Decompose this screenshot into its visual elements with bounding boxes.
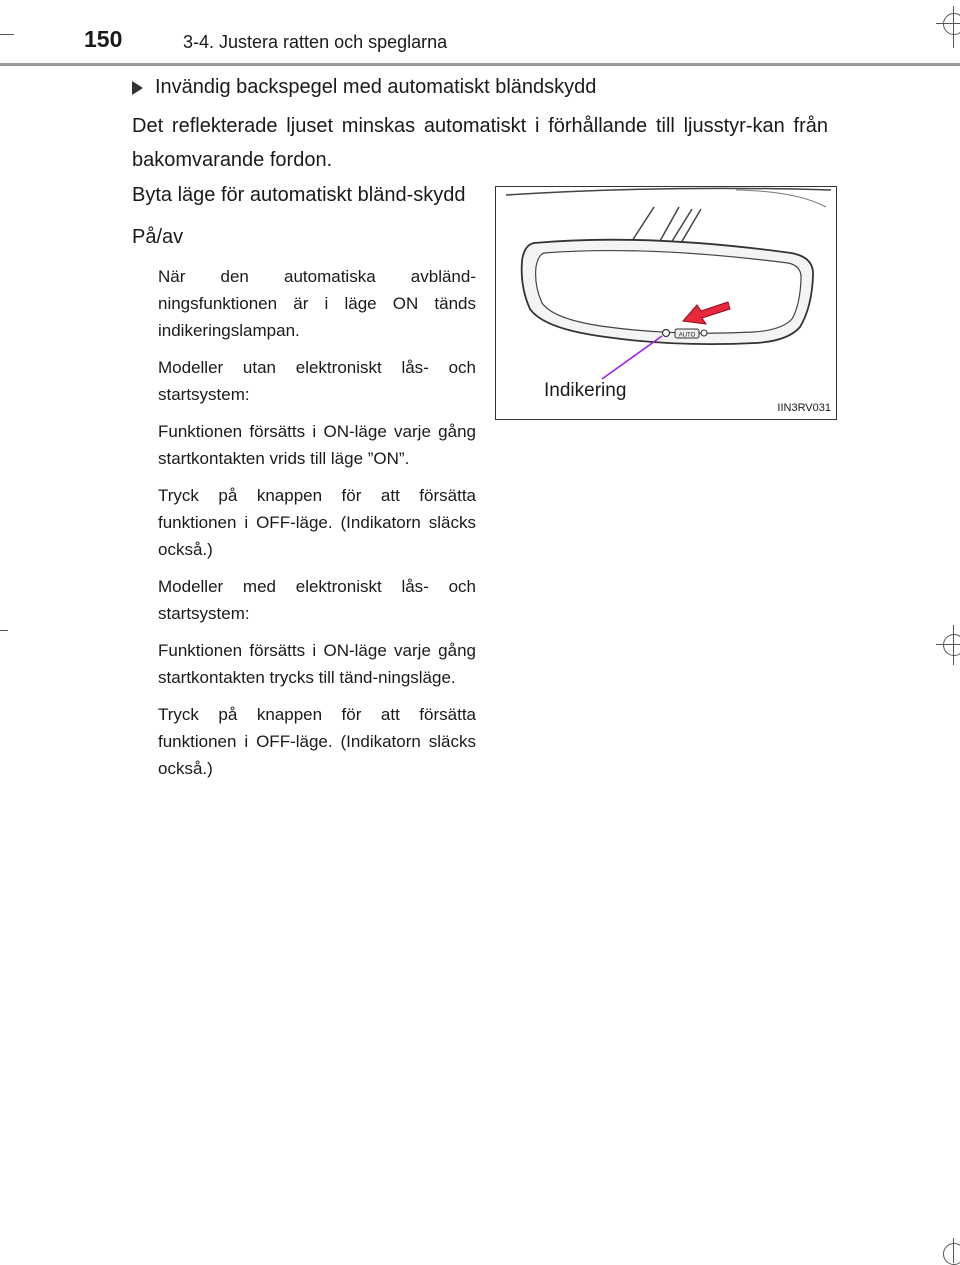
subheading: Byta läge för automatiskt bländ-skydd [132, 184, 466, 206]
callout-line [602, 336, 662, 379]
paragraph: Modeller utan elektroniskt lås- och startsystem: [158, 358, 476, 404]
paragraph: Modeller med elektroniskt lås- och startsystem: [158, 577, 476, 623]
figure-id: IIN3RV031 [777, 402, 831, 414]
indicator-light [663, 330, 670, 337]
mirror-glass [536, 251, 801, 334]
section-heading [132, 76, 596, 99]
section-heading-text: Invändig backspegel med automatiskt bländskydd [155, 76, 597, 98]
mirror-mount-stem [632, 207, 701, 243]
running-head: 3-4. Justera ratten och speglarna [183, 32, 448, 52]
paragraph: Tryck på knappen för att försätta funktionen i OFF-läge. (Indikatorn släcks också.) [158, 705, 476, 778]
paragraph: Funktionen försätts i ON-läge varje gång startkontakten trycks till tänd-ningsläge. [158, 641, 476, 687]
paragraph: Funktionen försätts i ON-läge varje gång startkontakten vrids till läge ”ON”. [158, 422, 476, 468]
callout-label: Indikering [544, 380, 627, 401]
page-number: 150 [84, 26, 123, 52]
sensor-light [701, 330, 707, 336]
crop-mark-top-left [0, 34, 14, 35]
auto-button-text: AUTO [678, 332, 696, 339]
registration-mark-top [943, 13, 960, 35]
roof-line-detail [736, 190, 826, 207]
onoff-label: På/av [132, 226, 184, 248]
page-header [0, 0, 960, 66]
mirror-figure [495, 186, 837, 420]
crop-mark-mid-left [0, 630, 8, 631]
paragraph: Tryck på knappen för att försätta funktionen i OFF-läge. (Indikatorn släcks också.) [158, 486, 476, 559]
instructions-column [132, 180, 476, 792]
registration-mark-bottom [943, 1243, 960, 1265]
paragraph: När den automatiska avbländ-ningsfunktionen är i läge ON tänds indikeringslampan. [158, 267, 476, 340]
bullet-triangle-icon [132, 81, 143, 95]
header-rule [0, 63, 960, 66]
intro-paragraph: Det reflekterade ljuset minskas automatiskt i förhållande till ljusstyr-kan från bakomvarande fordon. [132, 115, 828, 171]
registration-mark-middle [943, 634, 960, 656]
